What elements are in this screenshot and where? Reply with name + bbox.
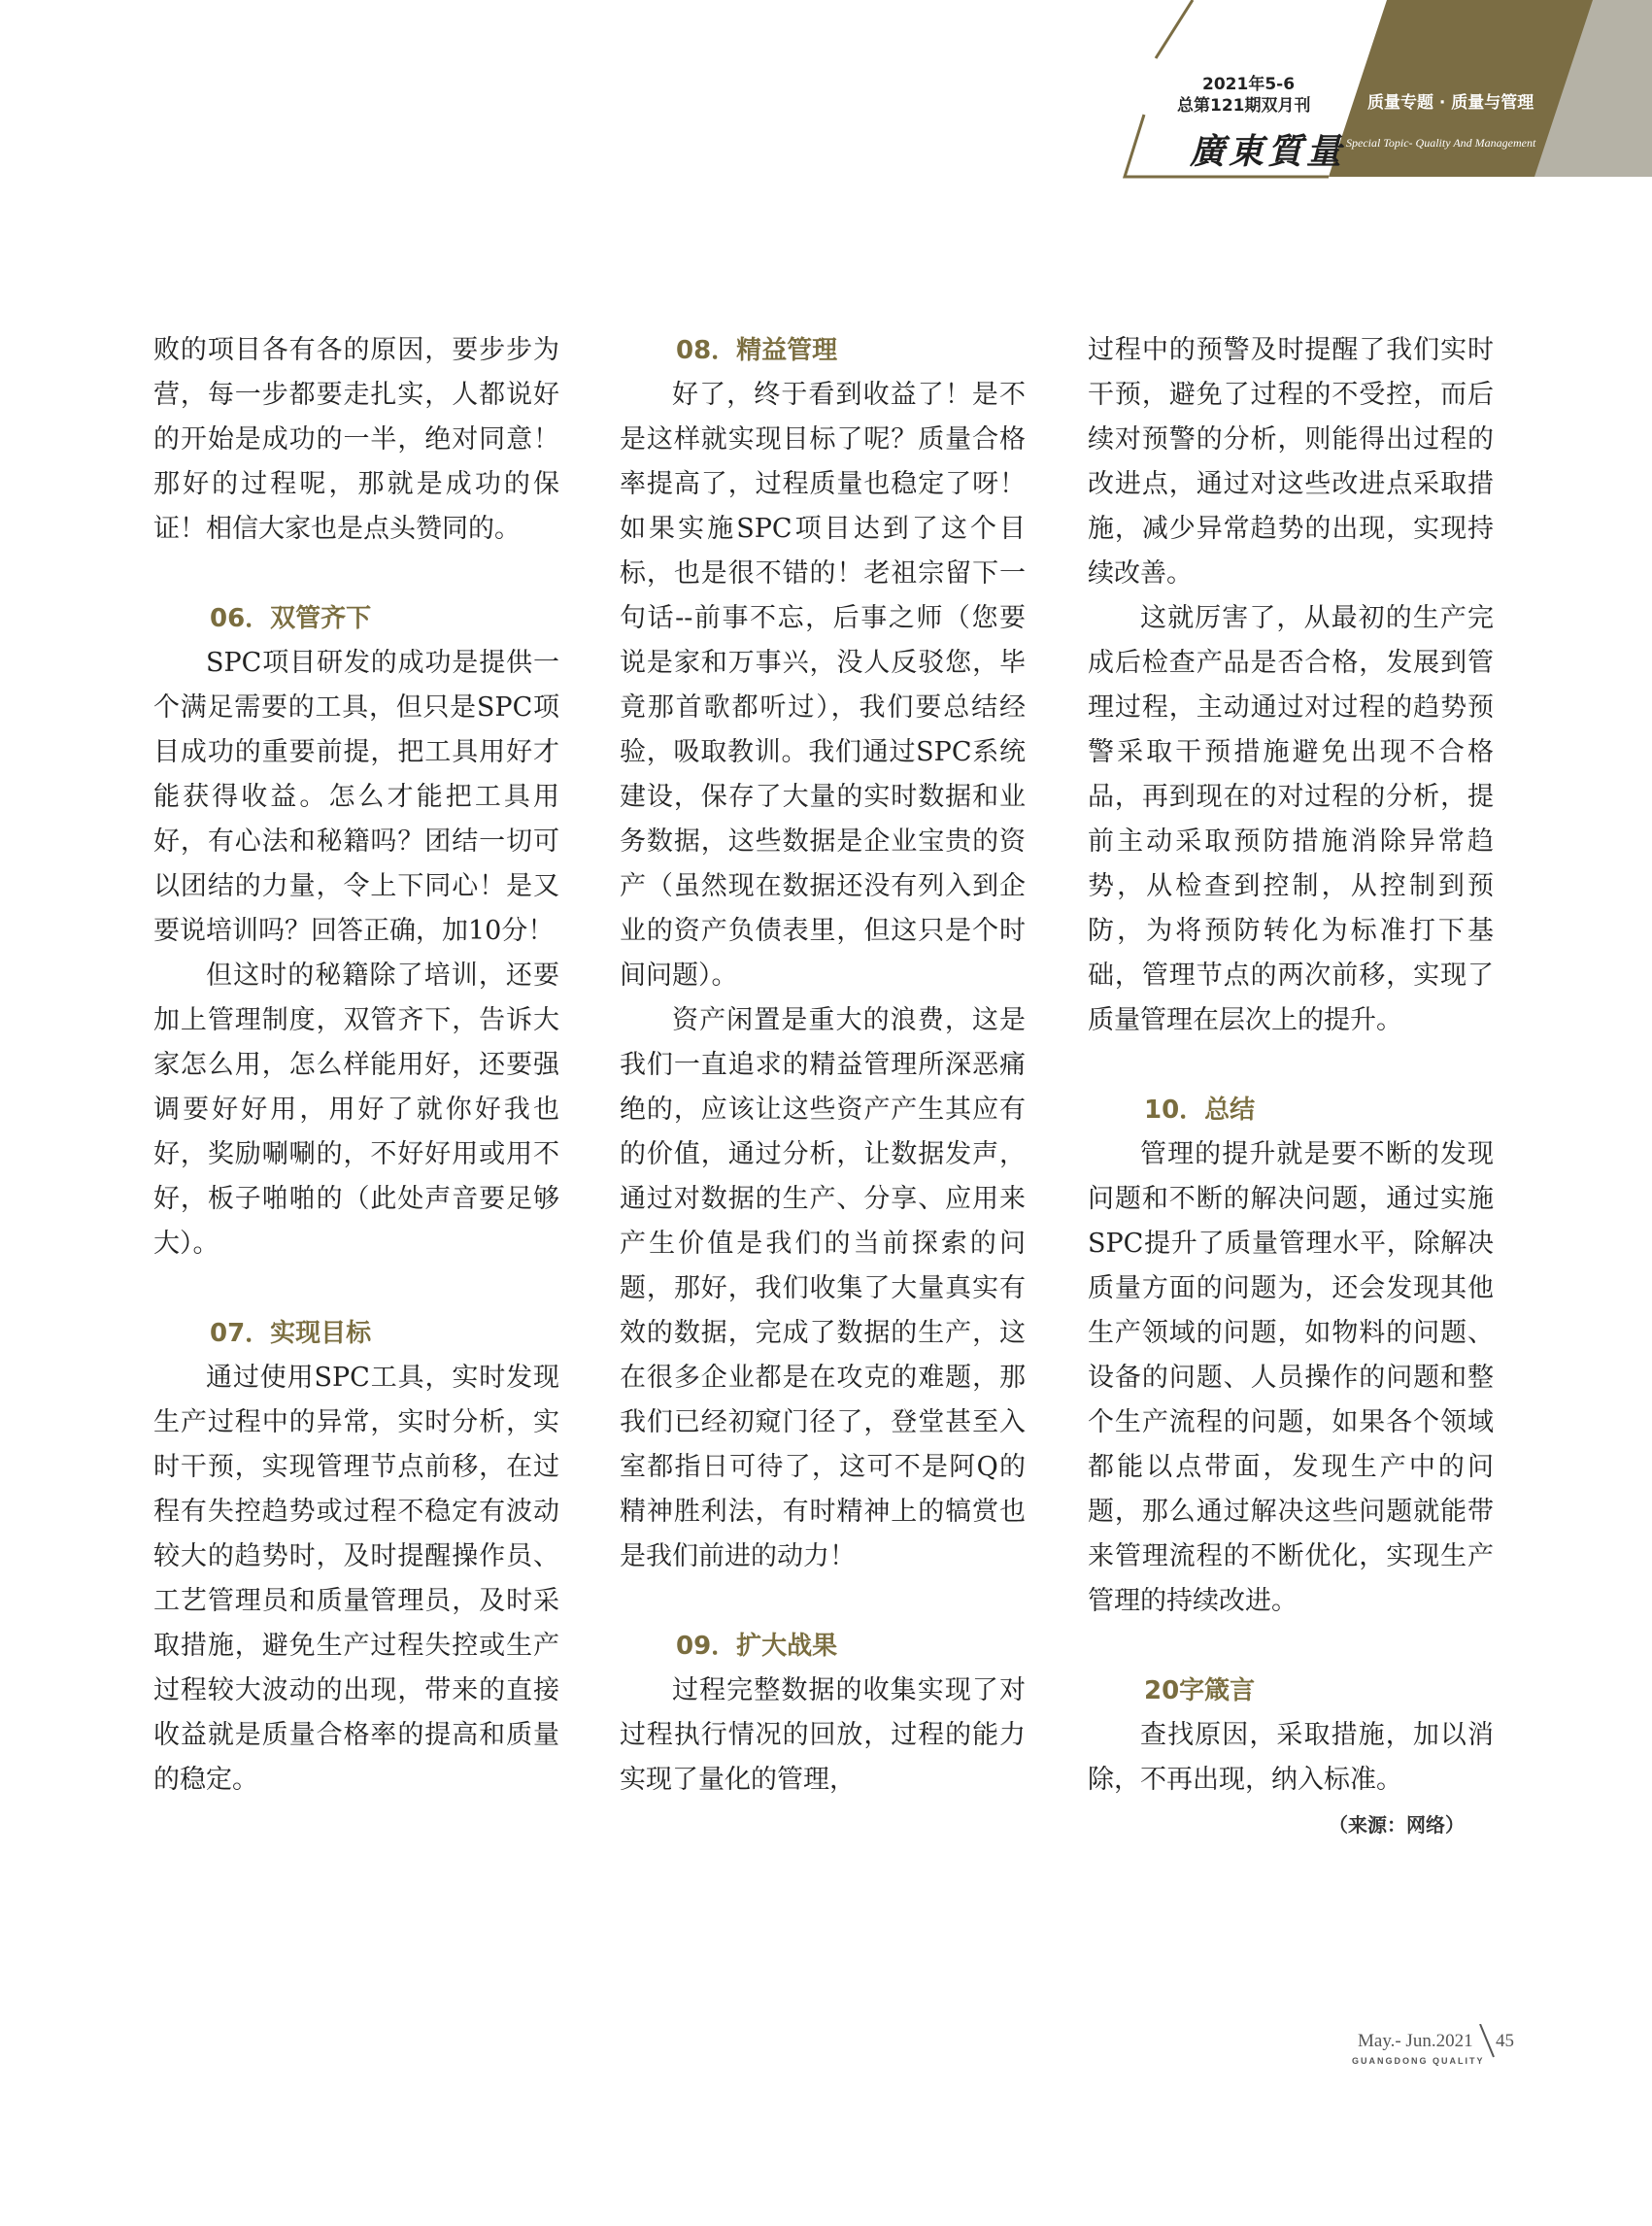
issue-number: 总第121期双月刊 — [1177, 96, 1311, 116]
paragraph: 查找原因，采取措施，加以消除，不再出现，纳入标准。 — [1088, 1720, 1494, 1795]
issue-date: 2021年5-6 — [1202, 75, 1296, 94]
paragraph: 资产闲置是重大的浪费，这是我们一直追求的精益管理所深恶痛绝的，应该让这些资产产生其应有的价值，通过分析，让数据发声，通过对数据的生产、分享、应用来产生价值是我们的当前探索的问题，那好，我们收集了大量真实有效的数据，完成了数据的生产，这在很多企业都是在攻克的难题，那我们已经初窥门径了，登堂甚至入室都指日可待了，这可不是阿Q的精神胜利法，有时精神上的犒赏也是我们前进的动力！ — [620, 1005, 1026, 1571]
footer-magazine: GUANGDONG QUALITY — [1352, 2056, 1485, 2066]
paragraph: 管理的提升就是要不断的发现问题和不断的解决问题，通过实施SPC提升了质量管理水平，除解决质量方面的问题为，还会发现其他生产领域的问题，如物料的问题、设备的问题、人员操作的问题和整个生产流程的问题，如果各个领域都能以点带面，发现生产中的问题，那么通过解决这些问题就能带来管理流程的不断优化，实现生产管理的持续改进。 — [1088, 1139, 1494, 1616]
column-3 — [1088, 328, 1494, 1847]
section-topic-en: Special Topic- Quality And Management — [1346, 136, 1536, 150]
column-1 — [153, 328, 559, 1803]
paragraph: 这就厉害了，从最初的生产完成后检查产品是否合格，发展到管理过程，主动通过对过程的趋势预警采取干预措施避免出现不合格品，再到现在的对过程的分析，提前主动采取预防措施消除异常趋势，从检查到控制，从控制到预防，为将预防转化为标准打下基础，管理节点的两次前移，实现了质量管理在层次上的提升。 — [1088, 603, 1494, 1035]
footer-divider — [1478, 2024, 1498, 2059]
paragraph: 但这时的秘籍除了培训，还要加上管理制度，双管齐下，告诉大家怎么用，怎么样能用好，还要强调要好好用，用好了就你好我也好，奖励唰唰的，不好好用或用不好，板子啪啪的（此处声音要足够大）。 — [153, 961, 559, 1259]
header-slant-line — [1156, 0, 1193, 58]
section-heading-20: 20字箴言 — [1144, 1676, 1256, 1705]
page-number: 45 — [1496, 2031, 1514, 2051]
magazine-logo: 廣東質量 — [1190, 131, 1346, 172]
paragraph: 败的项目各有各的原因，要步步为营，每一步都要走扎实，人都说好的开始是成功的一半，绝对同意！那好的过程呢，那就是成功的保证！相信大家也是点头赞同的。 — [153, 335, 559, 544]
section-heading-06: 06．双管齐下 — [210, 604, 372, 633]
paragraph: 过程中的预警及时提醒了我们实时干预，避免了过程的不受控，而后续对预警的分析，则能得出过程的改进点，通过对这些改进点采取措施，减少异常趋势的出现，实现持续改善。 — [1088, 335, 1494, 589]
section-heading-10: 10．总结 — [1144, 1096, 1256, 1125]
source-note: （来源：网络） — [1329, 1813, 1465, 1837]
section-topic: 质量专题 · 质量与管理 — [1367, 93, 1534, 113]
footer-date: May.- Jun.2021 — [1358, 2031, 1473, 2051]
paragraph: 好了，终于看到收益了！是不是这样就实现目标了呢？质量合格率提高了，过程质量也稳定了呀！如果实施SPC项目达到了这个目标，也是很不错的！老祖宗留下一句话--前事不忘，后事之师（您要说是家和万事兴，没人反驳您，毕竟那首歌都听过），我们要总结经验，吸取教训。我们通过SPC系统建设，保存了大量的实时数据和业务数据，这些数据是企业宝贵的资产（虽然现在数据还没有列入到企业的资产负债表里，但这只是个时间问题）。 — [620, 380, 1026, 991]
column-2 — [620, 328, 1026, 1803]
paragraph: 过程完整数据的收集实现了对过程执行情况的回放，过程的能力实现了量化的管理， — [620, 1675, 1026, 1795]
section-heading-07: 07．实现目标 — [210, 1319, 372, 1348]
section-heading-08: 08．精益管理 — [676, 336, 838, 365]
section-heading-09: 09．扩大战果 — [676, 1632, 838, 1661]
paragraph: SPC项目研发的成功是提供一个满足需要的工具，但只是SPC项目成功的重要前提，把工具用好才能获得收益。怎么才能把工具用好，有心法和秘籍吗？团结一切可以团结的力量，令上下同心！是又要说培训吗？回答正确，加10分！ — [153, 648, 559, 946]
paragraph: 通过使用SPC工具，实时发现生产过程中的异常，实时分析，实时干预，实现管理节点前移，在过程有失控趋势或过程不稳定有波动较大的趋势时，及时提醒操作员、工艺管理员和质量管理员，及时采取措施，避免生产过程失控或生产过程较大波动的出现，带来的直接收益就是质量合格率的提高和质量的稳定。 — [153, 1363, 559, 1795]
